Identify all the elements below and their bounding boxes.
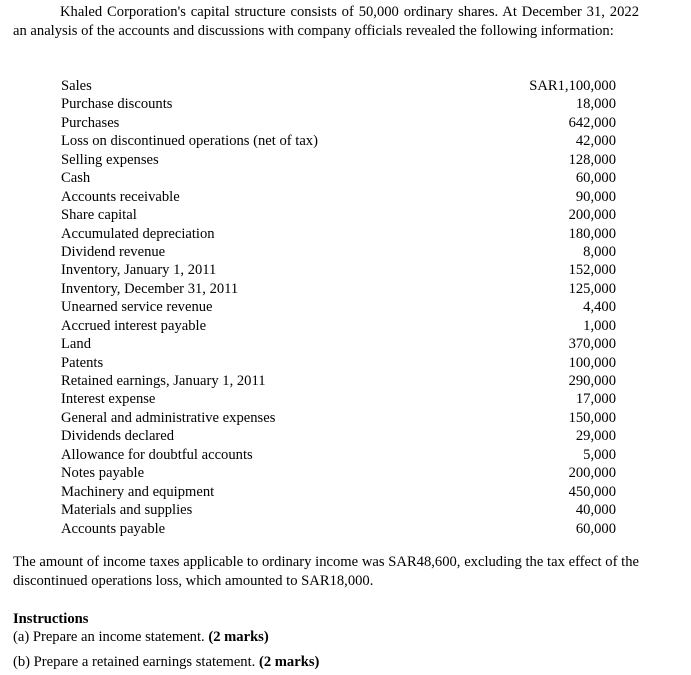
- instructions-heading: Instructions: [13, 611, 89, 627]
- account-amount: 40,000: [575, 502, 616, 519]
- account-row: [61, 206, 616, 224]
- account-name: Interest expense: [61, 391, 156, 408]
- account-name: Purchases: [61, 114, 120, 131]
- account-row: [61, 446, 616, 464]
- account-name: Notes payable: [61, 465, 145, 482]
- account-amount: 370,000: [568, 336, 616, 353]
- account-amount: 4,400: [583, 299, 616, 316]
- account-row: [61, 354, 616, 372]
- account-name: General and administrative expenses: [61, 409, 276, 426]
- account-amount: 18,000: [575, 96, 616, 113]
- account-name: Patents: [61, 354, 104, 371]
- account-name: Machinery and equipment: [61, 483, 215, 500]
- account-name: Inventory, January 1, 2011: [61, 262, 217, 279]
- account-name: Loss on discontinued operations (net of tax): [61, 133, 318, 150]
- account-name: Inventory, December 31, 2011: [61, 280, 239, 297]
- account-row: [61, 188, 616, 206]
- account-amount: 152,000: [568, 262, 616, 279]
- task-marks: (2 marks): [208, 629, 269, 645]
- account-name: Land: [61, 336, 91, 353]
- account-row: [61, 114, 616, 132]
- account-amount: 200,000: [568, 207, 616, 224]
- account-name: Retained earnings, January 1, 2011: [61, 373, 266, 389]
- account-amount: 180,000: [568, 225, 616, 242]
- account-amount: 100,000: [568, 354, 616, 371]
- account-row: [61, 372, 616, 390]
- account-amount: 290,000: [568, 373, 616, 389]
- account-row: [61, 169, 616, 187]
- account-name: Accounts payable: [61, 520, 166, 537]
- account-amount: SAR1,100,000: [529, 78, 616, 94]
- account-amount: 150,000: [568, 409, 616, 426]
- account-row: [61, 261, 616, 279]
- account-name: Allowance for doubtful accounts: [61, 446, 253, 463]
- account-row: [61, 335, 616, 353]
- account-amount: 125,000: [568, 280, 616, 297]
- account-row: [61, 409, 616, 427]
- income-tax-note: The amount of income taxes applicable to ordinary income was SAR48,600, excluding the tax effect of the discontinued operations loss, which amounted to SAR18,000.: [13, 554, 639, 589]
- account-name: Share capital: [61, 207, 137, 224]
- account-row: [61, 280, 616, 298]
- account-row: [61, 501, 616, 519]
- account-row: [61, 298, 616, 316]
- account-row: [61, 483, 616, 501]
- account-row: [61, 132, 616, 150]
- account-amount: 450,000: [568, 483, 616, 500]
- account-amount: 17,000: [575, 391, 616, 408]
- account-row: [61, 77, 616, 95]
- account-row: [61, 464, 616, 482]
- account-row: [61, 520, 616, 538]
- account-list: [61, 77, 616, 538]
- account-row: [61, 151, 616, 169]
- account-name: Sales: [61, 78, 92, 94]
- account-amount: 60,000: [575, 170, 616, 187]
- instruction-task-a: [13, 628, 269, 646]
- account-name: Accrued interest payable: [61, 317, 207, 334]
- task-marks: (2 marks): [258, 654, 320, 670]
- account-row: [61, 95, 616, 113]
- account-name: Accumulated depreciation: [61, 225, 215, 242]
- intro-paragraph: Khaled Corporation's capital structure consists of 50,000 ordinary shares. At December 31, 2022 an analysis of the accounts and discussions with company officials revealed the following information:: [13, 4, 639, 39]
- account-amount: 200,000: [568, 465, 616, 482]
- account-row: [61, 243, 616, 261]
- account-amount: 8,000: [583, 243, 616, 260]
- account-row: [61, 225, 616, 243]
- account-amount: 642,000: [568, 114, 616, 131]
- account-amount: 42,000: [575, 133, 616, 150]
- account-amount: 128,000: [568, 151, 616, 168]
- account-row: [61, 317, 616, 335]
- account-amount: 1,000: [583, 317, 616, 334]
- account-name: Materials and supplies: [61, 502, 193, 519]
- account-amount: 60,000: [575, 520, 616, 537]
- account-row: [61, 390, 616, 408]
- account-row: [61, 427, 616, 445]
- account-name: Unearned service revenue: [61, 299, 213, 316]
- instruction-task-b: [13, 653, 319, 671]
- task-text: (b) Prepare a retained earnings statement.: [13, 654, 256, 670]
- account-name: Dividends declared: [61, 428, 175, 445]
- account-name: Cash: [61, 170, 91, 187]
- account-name: Purchase discounts: [61, 96, 173, 113]
- account-name: Dividend revenue: [61, 243, 166, 260]
- account-name: Selling expenses: [61, 151, 159, 168]
- task-text: (a) Prepare an income statement.: [13, 629, 205, 645]
- account-name: Accounts receivable: [61, 188, 180, 205]
- account-amount: 29,000: [575, 428, 616, 445]
- account-amount: 90,000: [575, 188, 616, 205]
- account-amount: 5,000: [583, 446, 616, 463]
